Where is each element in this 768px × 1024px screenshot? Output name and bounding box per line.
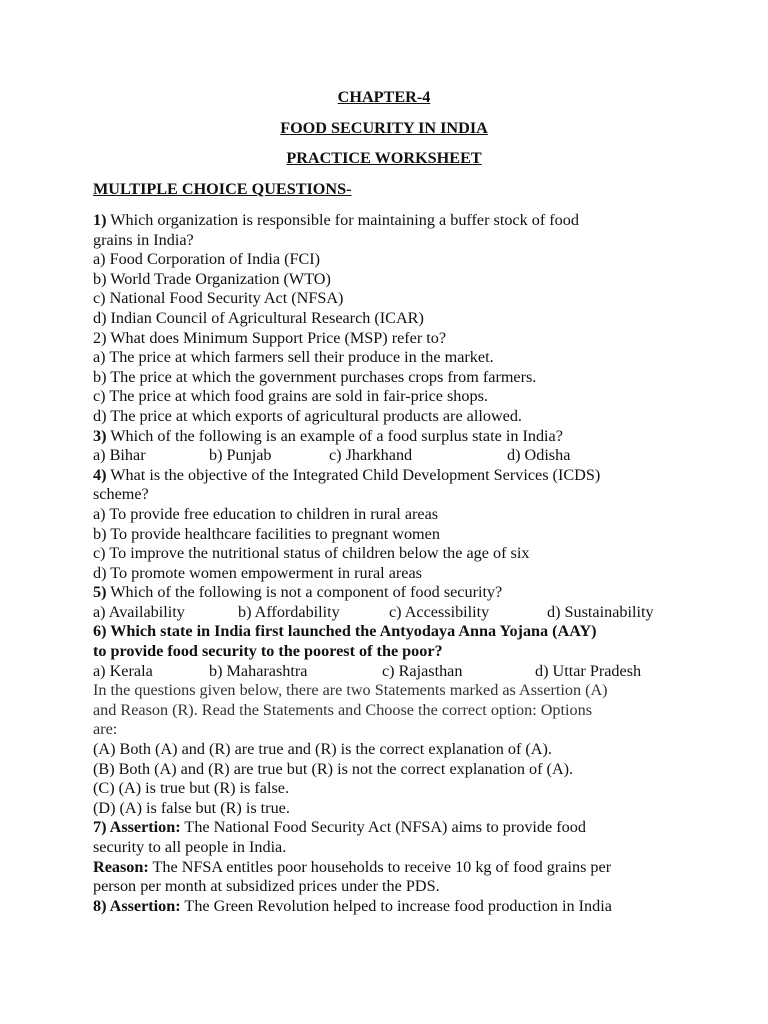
- chapter-title: FOOD SECURITY IN INDIA: [280, 119, 488, 137]
- question-number: 4): [93, 465, 107, 484]
- question-1-cont: grains in India?: [93, 230, 194, 249]
- question-6: [93, 622, 683, 642]
- question-text: Which organization is responsible for maintaining a buffer stock of food: [106, 211, 579, 229]
- option-c: c) To improve the nutritional status of children below the age of six: [93, 544, 530, 563]
- question-2: 2) What does Minimum Support Price (MSP) refer to?: [93, 328, 447, 347]
- questions-body: [93, 211, 683, 916]
- question-text: Which of the following is an example of a food surplus state in India?: [106, 426, 563, 445]
- reason-7: [93, 858, 683, 878]
- reason-label: Reason:: [93, 857, 149, 876]
- option-b: b) Maharashtra: [209, 661, 308, 680]
- options-row: [93, 446, 683, 466]
- assertion-instructions: are:: [93, 720, 118, 739]
- options-row: [93, 662, 683, 682]
- option-d: d) Sustainability: [547, 602, 654, 621]
- option-b: b) To provide healthcare facilities to pregnant women: [93, 524, 440, 543]
- assertion-option-b: (B) Both (A) and (R) are true but (R) is not the correct explanation of (A).: [93, 759, 574, 778]
- question-5: [93, 583, 683, 603]
- option-a: a) The price at which farmers sell their produce in the market.: [93, 348, 494, 367]
- option-a: a) Food Corporation of India (FCI): [93, 250, 321, 269]
- assertion-instructions: In the questions given below, there are two Statements marked as Assertion (A): [93, 681, 608, 700]
- assertion-label: 7) Assertion:: [93, 818, 181, 837]
- option-b: b) World Trade Organization (WTO): [93, 269, 331, 288]
- worksheet-title: PRACTICE WORKSHEET: [286, 149, 482, 167]
- option-c: c) National Food Security Act (NFSA): [93, 289, 344, 308]
- reason-text: The NFSA entitles poor households to receive 10 kg of food grains per: [148, 857, 612, 876]
- assertion-instructions: and Reason (R). Read the Statements and Choose the correct option: Options: [93, 700, 593, 719]
- option-d: d) The price at which exports of agricultural products are allowed.: [93, 406, 522, 425]
- question-text: What is the objective of the Integrated Child Development Services (ICDS): [106, 465, 601, 484]
- option-d: d) Uttar Pradesh: [535, 661, 642, 680]
- option-d: d) Indian Council of Agricultural Research (ICAR): [93, 308, 424, 327]
- option-b: b) Affordability: [238, 602, 340, 621]
- question-7: [93, 818, 683, 838]
- section-heading: MULTIPLE CHOICE QUESTIONS-: [93, 180, 352, 198]
- assertion-option-a: (A) Both (A) and (R) are true and (R) is the correct explanation of (A).: [93, 740, 552, 759]
- chapter-heading: CHAPTER-4: [337, 88, 431, 106]
- option-b: b) Punjab: [209, 446, 272, 465]
- question-text: to provide food security to the poorest of the poor?: [93, 642, 443, 661]
- question-7-cont: security to all people in India.: [93, 838, 287, 856]
- option-a: a) Kerala: [93, 661, 153, 680]
- option-a: a) Availability: [93, 602, 185, 621]
- question-8: [93, 897, 683, 917]
- question-text: 6) Which state in India first launched the Antyodaya Anna Yojana (AAY): [93, 622, 597, 641]
- options-row: [93, 603, 683, 623]
- question-number: 5): [93, 583, 107, 602]
- option-c: c) The price at which food grains are sold in fair-price shops.: [93, 387, 488, 406]
- option-b: b) The price at which the government purchases crops from farmers.: [93, 367, 537, 386]
- assertion-option-c: (C) (A) is true but (R) is false.: [93, 779, 290, 798]
- question-text: Which of the following is not a component of food security?: [106, 583, 503, 602]
- question-3: [93, 427, 683, 447]
- option-d: d) To promote women empowerment in rural areas: [93, 563, 422, 582]
- option-c: c) Accessibility: [389, 602, 490, 621]
- option-c: c) Jharkhand: [329, 446, 413, 465]
- option-a: a) To provide free education to children in rural areas: [93, 504, 439, 523]
- question-number: 1): [93, 211, 107, 229]
- question-number: 3): [93, 426, 107, 445]
- option-d: d) Odisha: [507, 446, 571, 465]
- assertion-label: 8) Assertion:: [93, 896, 181, 915]
- question-4: [93, 466, 683, 486]
- reason-7-cont: person per month at subsidized prices under the PDS.: [93, 877, 440, 896]
- question-6-cont: [93, 642, 683, 662]
- assertion-text: The National Food Security Act (NFSA) aims to provide food: [180, 818, 586, 837]
- question-4-cont: scheme?: [93, 485, 149, 504]
- option-c: c) Rajasthan: [382, 661, 463, 680]
- assertion-option-d: (D) (A) is false but (R) is true.: [93, 798, 290, 817]
- question-1: [93, 211, 683, 231]
- option-a: a) Bihar: [93, 446, 146, 465]
- assertion-text: The Green Revolution helped to increase food production in India: [180, 896, 612, 915]
